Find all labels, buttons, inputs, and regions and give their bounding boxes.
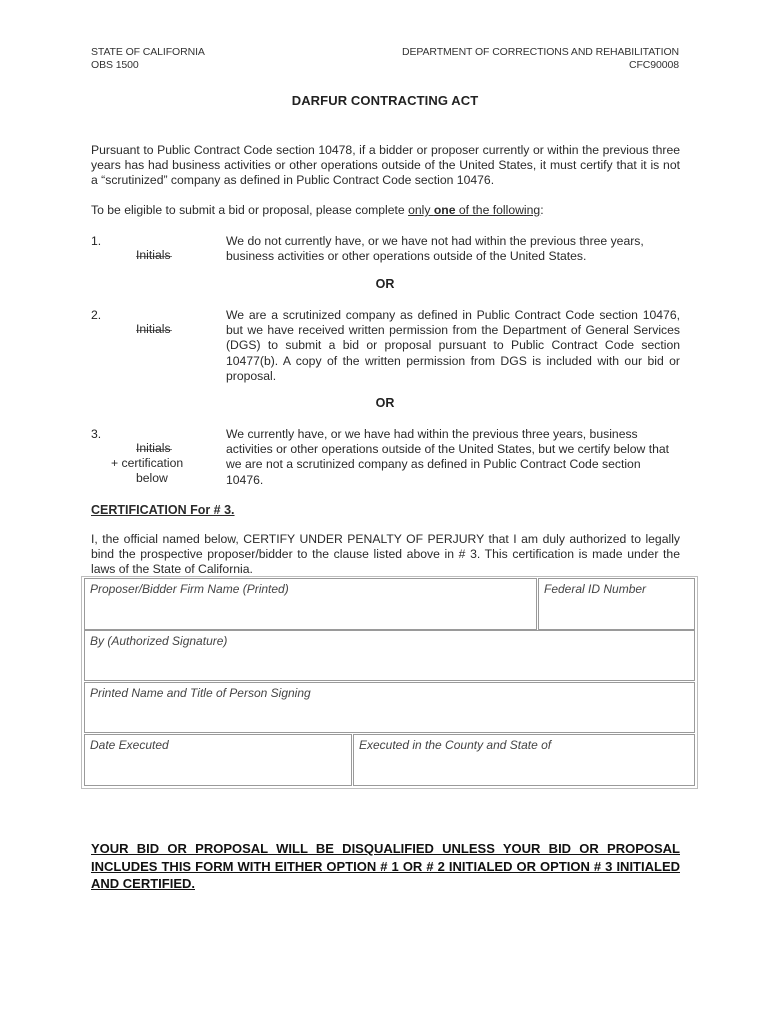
date-executed-field[interactable] [84,734,352,786]
signature-label: By (Authorized Signature) [90,634,228,648]
state-label: STATE OF CALIFORNIA [91,46,205,58]
page-title: DARFUR CONTRACTING ACT [291,93,479,108]
date-executed-label: Date Executed [90,738,169,752]
option-2-number: 2. [91,308,102,322]
signature-field[interactable] [84,630,695,681]
county-state-field[interactable] [353,734,695,786]
header-left [91,46,205,72]
option-3-below-label: below [136,471,168,485]
option-3-certification-label: + certification [111,456,184,470]
federal-id-label: Federal ID Number [544,582,647,596]
intro-paragraph: Pursuant to Public Contract Code section 10478, if a bidder or proposer currently or within the previous three years has had business activities or other operations outside of the United States, it must certify that it is not a “scrutinized” company as defined in Public Contract Code section 10476. [91,143,680,188]
department-label: DEPARTMENT OF CORRECTIONS AND REHABILITATION [402,46,679,58]
form-number: OBS 1500 [91,59,139,71]
department-code: CFC90008 [629,59,679,71]
eligibility-line: To be eligible to submit a bid or proposal, please complete only one of the following: [91,203,544,217]
option-3-initials-label: Initials [136,441,171,455]
certification-text: I, the official named below, CERTIFY UNDER PENALTY OF PERJURY that I am duly authorized to legally bind the prospective proposer/bidder to the clause listed above in # 3. This certification is made under the laws of the State of California. [91,532,680,577]
county-state-label: Executed in the County and State of [359,738,552,752]
or-separator-1: OR [375,277,395,291]
printed-name-label: Printed Name and Title of Person Signing [90,686,311,700]
certification-heading: CERTIFICATION For # 3. [91,503,235,517]
or-separator-2: OR [375,396,395,410]
option-3-number: 3. [91,427,102,441]
option-1-text: We do not currently have, or we have not had within the previous three years, business activities or other operations outside of the United States. [226,234,644,264]
option-1-number: 1. [91,234,102,248]
firm-name-label: Proposer/Bidder Firm Name (Printed) [90,582,289,596]
option-1-initials-label: Initials [136,248,171,262]
disqualification-warning: YOUR BID OR PROPOSAL WILL BE DISQUALIFIED UNLESS YOUR BID OR PROPOSAL INCLUDES THIS FORM WITH EITHER OPTION # 1 OR # 2 INITIALED OR OPTION # 3 INITIALED AND CERTIFIED. [91,841,680,891]
header-right [402,46,679,72]
option-3-text: We currently have, or we have had within the previous three years, business activities or other operations outside of the United States, but we certify below that we are not a scrutinized company as defined in Public Contract Code section 10476. [226,427,670,487]
federal-id-field[interactable] [538,578,695,630]
firm-name-field[interactable] [84,578,537,630]
option-2-text: We are a scrutinized company as defined in Public Contract Code section 10476, but we have received written permission from the Department of General Services (DGS) to submit a bid or proposal pursuant to Public Contract Code section 10477(b). A copy of the written permission from DGS is included with our bid or proposal. [226,308,680,383]
printed-name-field[interactable] [84,682,695,733]
option-2-initials-label: Initials [136,322,171,336]
